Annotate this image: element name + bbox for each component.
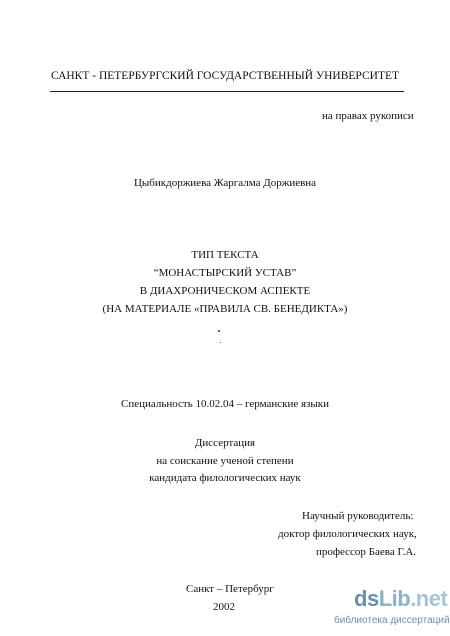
dissertation-line-2: на соискание ученой степени	[156, 455, 294, 467]
city: Санкт – Петербург	[186, 583, 274, 595]
title-line-2: “МОНАСТЫРСКИЙ УСТАВ”	[153, 267, 297, 279]
scan-speck	[218, 330, 220, 332]
title-line-1: ТИП ТЕКСТА	[191, 249, 259, 261]
title-line-4: (НА МАТЕРИАЛЕ «ПРАВИЛА СВ. БЕНЕДИКТА»)	[102, 303, 348, 315]
watermark-brand-ds: ds	[354, 586, 379, 611]
watermark-brand-lib: Lib	[378, 586, 411, 611]
year: 2002	[213, 601, 235, 613]
supervisor-line-3: профессор Баева Г.А.	[316, 546, 417, 558]
title-line-3: В ДИАХРОНИЧЕСКОМ АСПЕКТЕ	[139, 285, 311, 297]
watermark-subtitle: библиотека диссертаций	[334, 615, 450, 626]
supervisor-line-1: Научный руководитель:	[302, 510, 414, 522]
scan-speck	[220, 342, 221, 343]
dissertation-line-3: кандидата филологических наук	[149, 472, 301, 484]
manuscript-rights: на правах рукописи	[322, 110, 414, 122]
supervisor-line-2: доктор филологических наук,	[278, 528, 417, 540]
university-name: САНКТ - ПЕТЕРБУРГСКИЙ ГОСУДАРСТВЕННЫЙ УНИВЕРСИТЕТ	[50, 70, 400, 82]
dissertation-line-1: Диссертация	[194, 437, 256, 449]
header-rule	[50, 91, 404, 92]
dslib-watermark-logo	[334, 586, 450, 633]
watermark-brand-net: .net	[410, 586, 448, 611]
author-name: Цыбикдоржиева Жаргалма Доржиевна	[133, 177, 317, 189]
specialty: Специальность 10.02.04 – германские языки	[121, 398, 329, 410]
watermark-brand	[354, 587, 447, 611]
